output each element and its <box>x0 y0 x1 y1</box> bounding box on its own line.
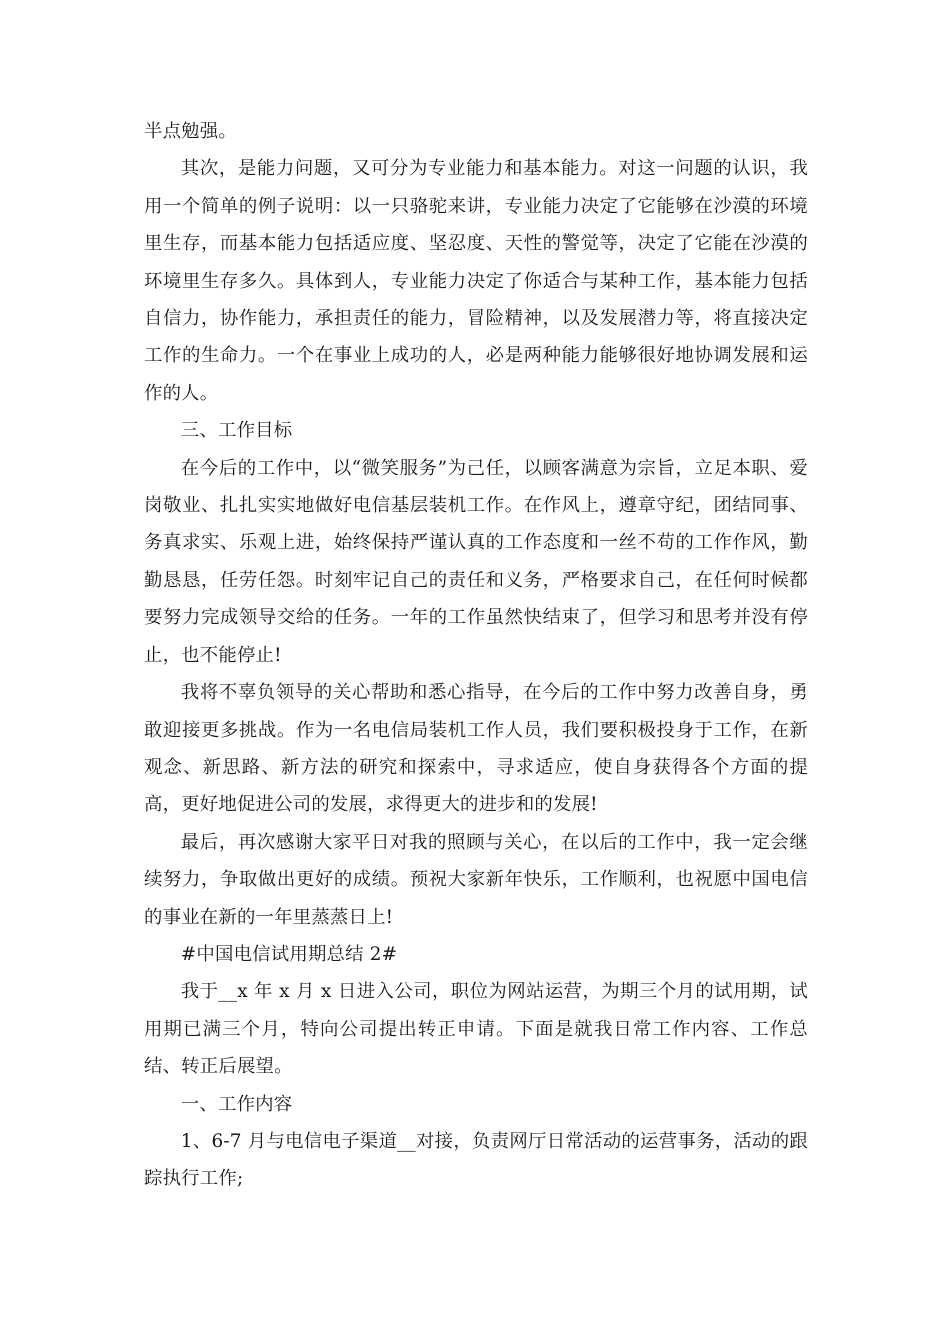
document-body <box>144 113 808 1198</box>
article-title-2: #中国电信试用期总结 2# <box>180 943 398 965</box>
paragraph-intro: 我于__x 年 x 月 x 日进入公司，职位为网站运营，为期三个月的试用期，试用期已满三个月，特向公司提出转正申请。下面是就我日常工作内容、工作总结、转正后展望。 <box>144 981 808 1078</box>
section-heading-work-content: 一、工作内容 <box>180 1093 293 1115</box>
paragraph-ability: 其次，是能力问题，又可分为专业能力和基本能力。对这一问题的认识，我用一个简单的例子说明：以一只骆驼来讲，专业能力决定了它能够在沙漠的环境里生存，而基本能力包括适应度、坚忍度、天性的警觉等，决定了它能在沙漠的环境里生存多久。具体到人，专业能力决定了你适合与某种工作，基本能力包括自信力，协作能力，承担责任的能力，冒险精神，以及发展潜力等，将直接决定工作的生命力。一个在事业上成功的人，必是两种能力能够很好地协调发展和运作的人。 <box>144 158 808 404</box>
paragraph-continuation: 半点勉强。 <box>144 121 237 142</box>
section-heading-goals: 三、工作目标 <box>180 420 293 442</box>
paragraph-commitment: 我将不辜负领导的关心帮助和悉心指导，在今后的工作中努力改善自身，勇敢迎接更多挑战。作为一名电信局装机工作人员，我们要积极投身于工作，在新观念、新思路、新方法的研究和探索中，寻求适应，使自身获得各个方面的提高，更好地促进公司的发展，求得更大的进步和的发展! <box>144 682 808 816</box>
paragraph-closing: 最后，再次感谢大家平日对我的照顾与关心，在以后的工作中，我一定会继续努力，争取做出更好的成绩。预祝大家新年快乐，工作顺利，也祝愿中国电信的事业在新的一年里蒸蒸日上! <box>144 831 808 928</box>
paragraph-goals: 在今后的工作中，以“微笑服务”为己任，以顾客满意为宗旨，立足本职、爱岗敬业、扎扎实实地做好电信基层装机工作。在作风上，遵章守纪，团结同事、务真求实、乐观上进，始终保持严谨认真的工作态度和一丝不苟的工作作风，勤勤恳恳，任劳任怨。时刻牢记自己的责任和义务，严格要求自己，在任何时候都要努力完成领导交给的任务。一年的工作虽然快结束了，但学习和思考并没有停止，也不能停止! <box>144 457 808 666</box>
list-item-1: 1、6-7 月与电信电子渠道__对接，负责网厅日常活动的运营事务，活动的跟踪执行工作; <box>144 1130 808 1190</box>
